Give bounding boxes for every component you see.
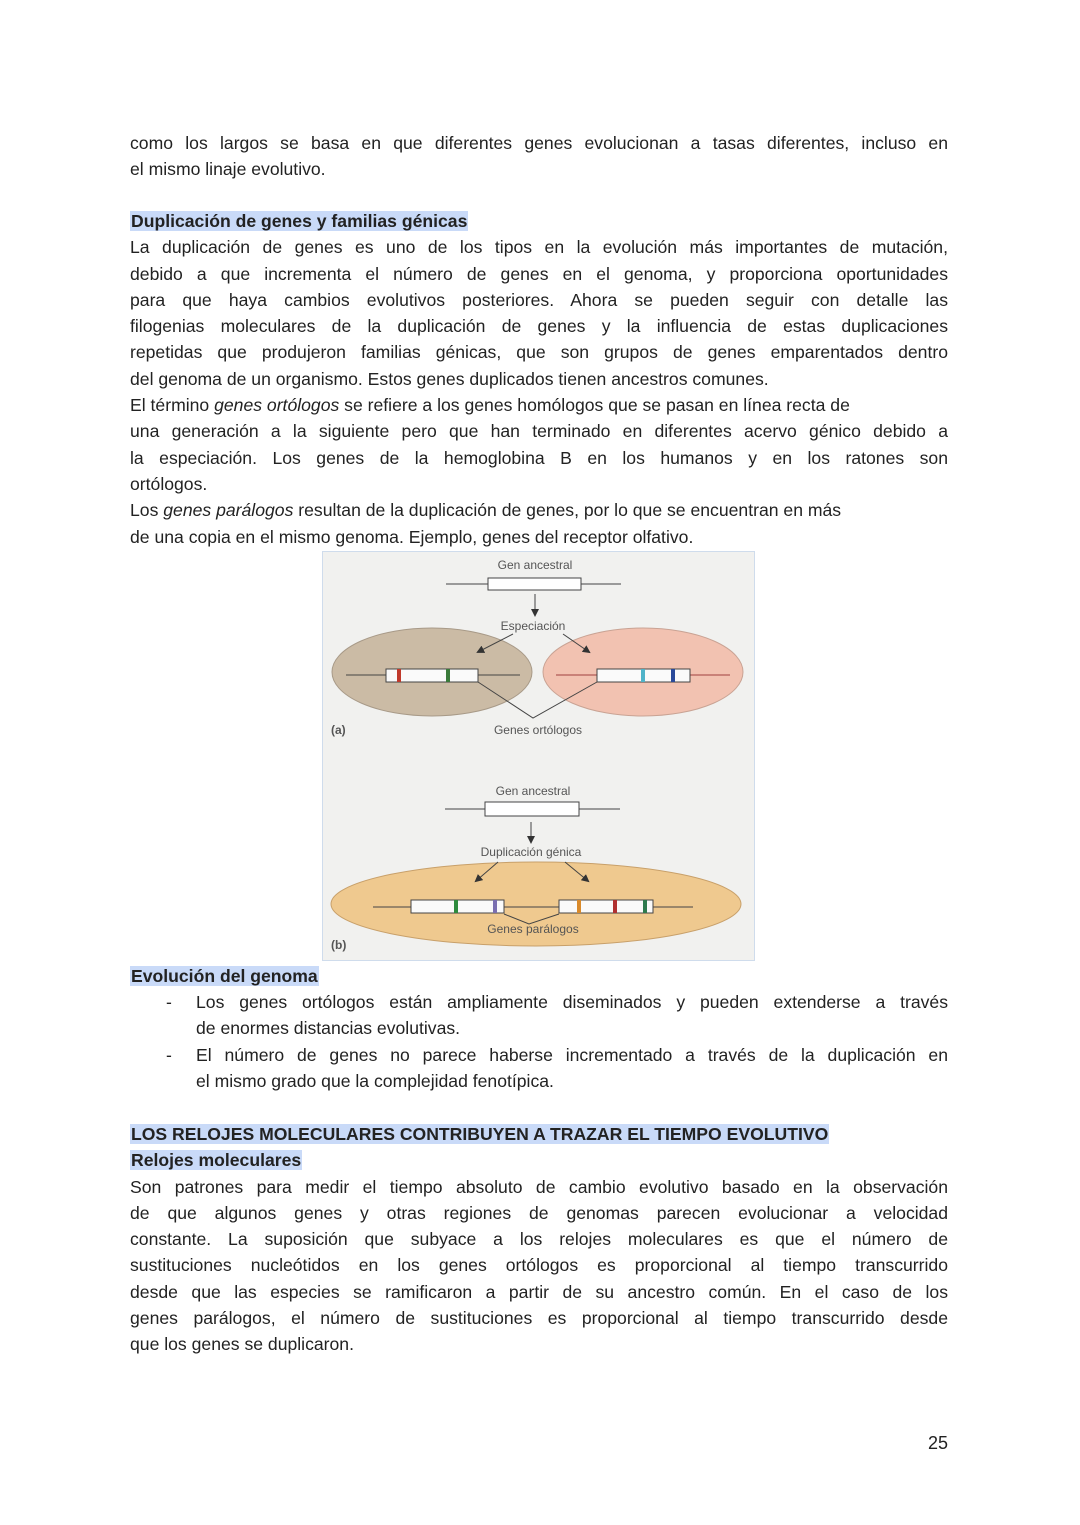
text-line: Son patrones para medir el tiempo absoluto de cambio evolutivo basado en la observación — [130, 1176, 948, 1197]
gen-ancestral-label: Gen ancestral — [495, 784, 571, 798]
especiacion-label: Especiación — [500, 619, 566, 633]
section-heading: Duplicación de genes y familias génicas — [131, 211, 468, 231]
section-relojes — [130, 1121, 948, 1358]
text-line: de que algunos genes y otras regiones de genomas parecen evolucionar a velocidad — [130, 1202, 948, 1223]
text-line: que los genes se duplicaron. — [130, 1334, 354, 1355]
text-line: El número de genes no parece haberse incrementado a través de la duplicación en — [196, 1045, 948, 1065]
text-line: ortólogos. — [130, 473, 208, 494]
text-line: constante. La suposición que subyace a los relojes moleculares es que el número de — [130, 1229, 948, 1250]
gen-ancestral-label: Gen ancestral — [497, 558, 573, 572]
section-evolucion-genoma — [130, 963, 948, 989]
text-line: del genoma de un organismo. Estos genes duplicados tienen ancestros comunes. — [130, 368, 769, 389]
bullet-dash: - — [166, 992, 172, 1012]
text-line: el mismo grado que la complejidad fenotípica. — [196, 1071, 554, 1092]
text-line: filogenias moleculares de la duplicación de genes y la influencia de estas duplicaciones — [130, 316, 948, 337]
text-line: para que haya cambios evolutivos posteriores. Ahora se pueden seguir con detalle las — [130, 289, 948, 310]
text-line: la especiación. Los genes de la hemoglobina B en los humanos y en los ratones son — [130, 447, 948, 468]
text-line: como los largos se basa en que diferentes genes evolucionan a tasas diferentes, incluso en — [130, 133, 948, 153]
text-line: de una copia en el mismo genoma. Ejemplo, genes del receptor olfativo. — [130, 526, 694, 547]
section-duplicacion — [130, 208, 948, 550]
panel-b-label: (b) — [331, 938, 347, 952]
subsection-heading: Relojes moleculares — [131, 1150, 302, 1171]
section-heading: Evolución del genoma — [131, 966, 318, 986]
text-line: desde que las especies se ramificaron a partir de su ancestro común. En el caso de los — [130, 1281, 948, 1302]
text-line: Los genes ortólogos están ampliamente diseminados y pueden extenderse a través — [196, 992, 948, 1012]
intro-paragraph — [130, 130, 948, 183]
text-line: Los genes parálogos resultan de la duplicación de genes, por lo que se encuentran en más — [130, 500, 842, 521]
ortholog-paralog-figure — [322, 551, 755, 961]
text-line: repetidas que produjeron familias génicas, que son grupos de genes emparentados dentro — [130, 342, 948, 363]
text-line: el mismo linaje evolutivo. — [130, 159, 326, 180]
panel-a — [331, 558, 743, 737]
text-line: La duplicación de genes es uno de los tipos en la evolución más importantes de mutación, — [130, 237, 948, 258]
bullet-dash: - — [166, 1045, 172, 1065]
genes-paralogos-label: Genes parálogos — [487, 922, 579, 936]
text-line: de enormes distancias evolutivas. — [196, 1018, 461, 1039]
term-paralogos: genes parálogos — [163, 500, 294, 521]
text-line: El término genes ortólogos se refiere a los genes homólogos que se pasan en línea recta de — [130, 395, 850, 416]
text-line: debido a que incrementa el número de genes en el genoma, y proporciona oportunidades — [130, 263, 948, 284]
term-ortologos: genes ortólogos — [214, 395, 340, 416]
bullet-item — [130, 989, 948, 1042]
text-line: sustituciones nucleótidos en los genes ortólogos es proporcional al tiempo transcurrido — [130, 1255, 948, 1276]
bullet-item — [130, 1042, 948, 1095]
text-line: una generación a la siguiente pero que han terminado en diferentes acervo génico debido a — [130, 421, 948, 442]
panel-b — [331, 784, 741, 952]
panel-a-label: (a) — [331, 723, 346, 737]
duplicacion-label: Duplicación génica — [480, 845, 582, 859]
page-number: 25 — [927, 1433, 948, 1453]
section-heading: LOS RELOJES MOLECULARES CONTRIBUYEN A TRAZAR EL TIEMPO EVOLUTIVO — [131, 1124, 829, 1144]
text-line: genes parálogos, el número de sustituciones es proporcional al tiempo transcurrido desde — [130, 1308, 948, 1329]
genes-ortologos-label: Genes ortólogos — [493, 723, 583, 737]
